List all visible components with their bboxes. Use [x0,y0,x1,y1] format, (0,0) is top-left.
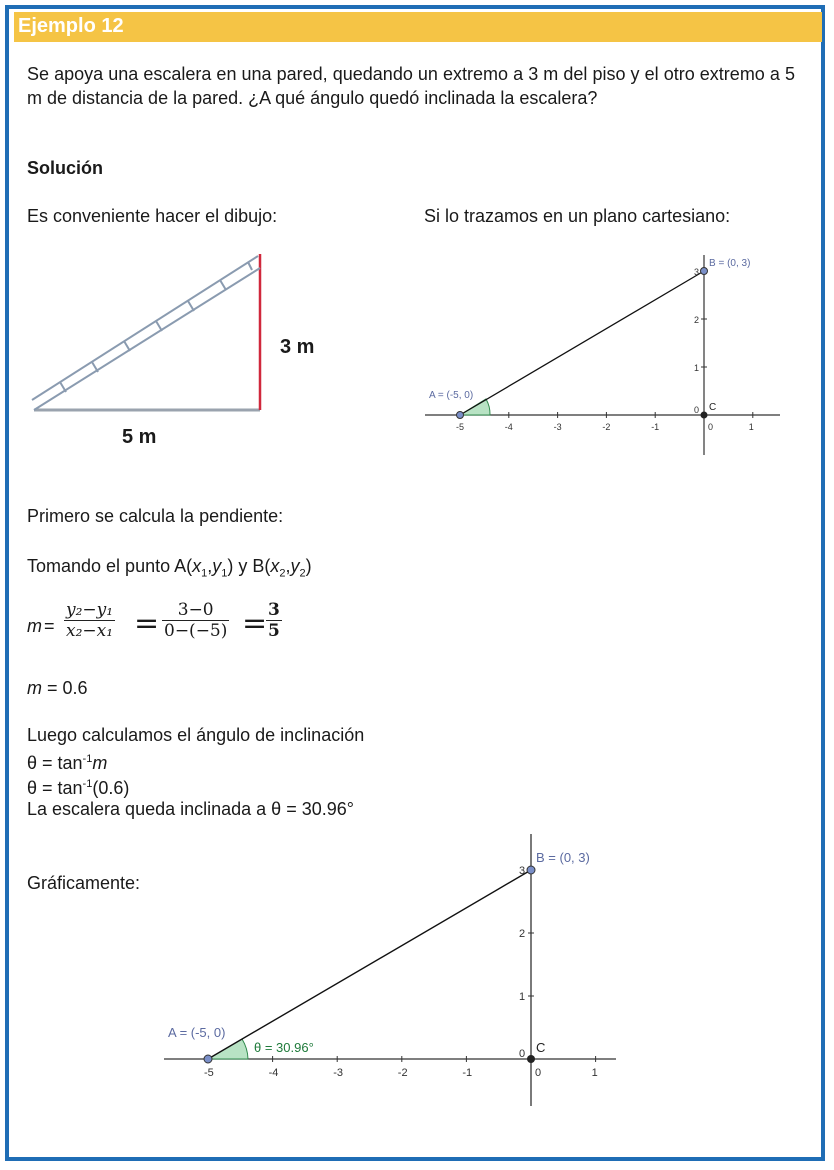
y-tick-label-1: 1 [519,991,526,1003]
small-point-c [701,412,708,419]
large-point-c [527,1055,535,1063]
small-label-c: C [709,402,717,413]
large-angle-label: θ = 30.96° [254,1040,314,1055]
small-point-a [457,412,464,419]
x-tick-label-4: -1 [462,1067,473,1079]
angle-intro: Luego calculamos el ángulo de inclinación [27,725,365,745]
y-tick-label-3: 3 [519,865,526,877]
header-bar [14,12,822,42]
y-tick-label-2: 2 [694,315,700,325]
ladder [32,256,260,410]
large-point-a [204,1055,212,1063]
graph-label: Gráficamente: [27,873,141,893]
problem-text: Se apoya una escalera en una pared, quedando un extremo a 3 m del piso y el otro extremo a 5 m de distancia de la pared. ¿A qué ángulo quedó inclinada la escalera? [27,64,795,108]
formula-fraction: $\frac{\text{y₂−y₁}}{\text{x₂−x₁}}$ [66,600,114,641]
small-label-a: A = (-5, 0) [429,390,474,401]
x-tick-label-6: 1 [591,1067,598,1079]
y-tick-label-1: 1 [694,363,700,373]
points-text: Tomando el punto $A(x_1,y_1)$ y $B(x_2,y_2)$ [27,556,312,580]
x-tick-label-1: -4 [268,1067,279,1079]
large-label-a: A = (-5, 0) [168,1025,226,1040]
x-tick-label-5: 0 [708,422,714,432]
x-tick-label-0: -5 [204,1067,214,1079]
theta-line-2: $\theta = \tan^{-1}(0.6)$ [27,778,130,798]
large-ladder-line [208,870,531,1059]
height-label: 3 m [280,336,315,358]
y-tick-label-3: 3 [694,267,700,277]
x-tick-label-1: -4 [504,422,513,432]
drawing-intro: Es conveniente hacer el dibujo: [27,206,278,226]
result-fraction: $\frac{3}{5}$ [268,600,280,641]
x-tick-label-2: -3 [333,1067,343,1079]
x-tick-label-3: -2 [397,1067,408,1079]
theta-line-1: $\theta = \tan^{-1}m$ [27,753,108,773]
y-tick-label-2: 2 [519,928,526,940]
x-tick-label-2: -3 [553,422,562,432]
large-label-b: B = (0, 3) [536,850,590,865]
eq-sign-3: = [242,606,268,641]
m-symbol: m [27,616,42,636]
solution-heading: Solución [27,158,103,178]
x-tick-label-4: -1 [651,422,660,432]
x-tick-label-6: 1 [748,422,754,432]
small-point-b [701,268,708,275]
slope-intro: Primero se calcula la pendiente: [27,506,284,526]
eq-sign-2: = [134,606,160,641]
x-tick-label-5: 0 [535,1067,542,1079]
small-label-b: B = (0, 3) [709,258,751,269]
conclusion: La escalera queda inclinada a θ = 30.96° [27,799,354,819]
base-label: 5 m [122,426,157,448]
m-value: m = 0.6 [27,678,88,698]
small-graph [420,250,790,460]
large-graph [160,830,620,1110]
y-tick-label-0: 0 [519,1048,526,1060]
substitution-fraction: $\frac{3-0}{0-(-5)}$ [164,600,228,641]
eq-sign-1: = [44,616,55,636]
header-title: Ejemplo 12 [18,15,124,37]
x-tick-label-0: -5 [456,422,465,432]
large-label-c: C [536,1040,546,1055]
plane-intro: Si lo trazamos en un plano cartesiano: [424,206,731,226]
x-tick-label-3: -2 [602,422,611,432]
y-tick-label-0: 0 [694,405,700,415]
small-ladder-line [460,271,704,415]
large-point-b [527,866,535,874]
